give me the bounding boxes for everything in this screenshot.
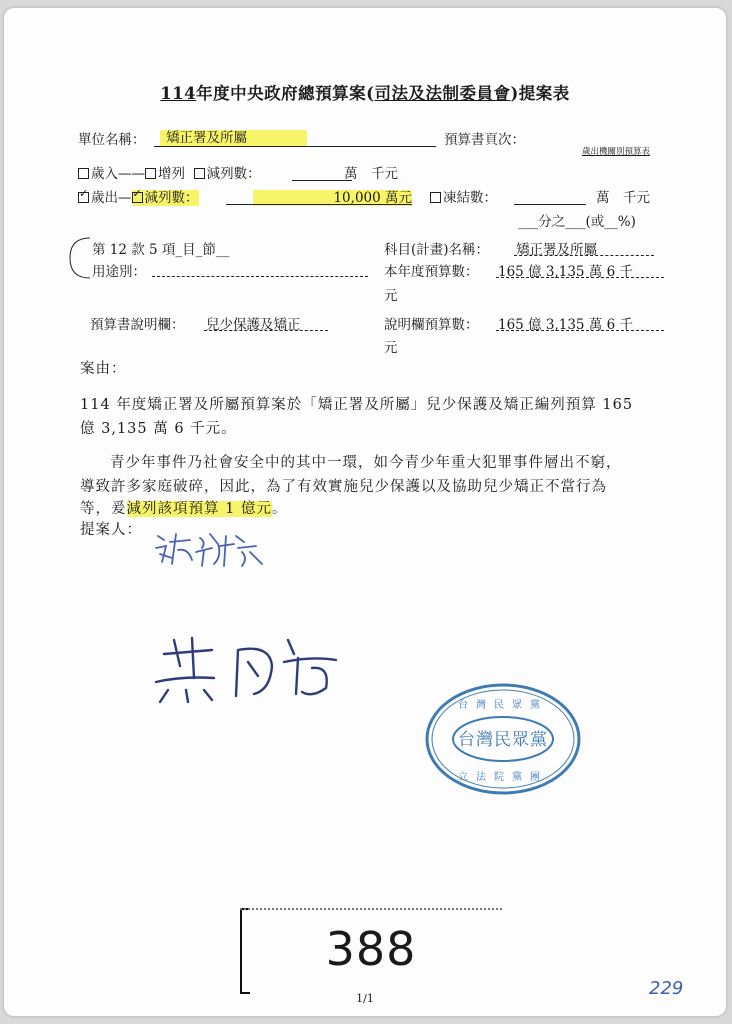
unit-underline — [154, 146, 436, 147]
increase-checkbox[interactable] — [145, 168, 156, 179]
proposer-label: 提案人： — [80, 522, 142, 538]
reason-paragraph-1-line-1: 114 年度矯正署及所屬預算案於「矯正署及所屬」兒少保護及矯正編列預算 165 — [80, 397, 634, 413]
explanation-budget-underline — [496, 330, 664, 331]
page-ref-label: 預算書頁次： — [444, 132, 525, 148]
description-label: 預算書說明欄： — [90, 317, 185, 333]
reason-paragraph-2-line-3: 等，爰減列該項預算 1 億元。 — [80, 501, 288, 517]
freeze-unit: 萬 千元 — [596, 190, 650, 206]
year-budget-label: 本年度預算數： — [384, 264, 479, 280]
svg-text:台灣民眾黨: 台灣民眾黨 — [458, 700, 548, 711]
signature-2 — [152, 632, 348, 710]
revenue-row: 歲入—— 增列 減列數： — [78, 162, 261, 182]
reduce-underline-2 — [226, 204, 412, 205]
section-field: 第 12 款 5 項_目_節__ — [92, 242, 230, 258]
year-budget-underline — [496, 277, 664, 278]
subject-value: 矯正署及所屬 — [516, 242, 597, 258]
freeze-checkbox[interactable] — [430, 192, 441, 203]
expenditure-row: ✓歲出—✓ 減列數： — [78, 186, 199, 206]
stamp-top-border — [240, 908, 502, 912]
page-number: 1/1 — [356, 992, 374, 1005]
bracket-mark — [64, 234, 94, 284]
reason-paragraph-2-line-2: 導致許多家庭破碎，因此，為了有效實施兒少保護以及協助兒少矯正不當行為 — [80, 479, 607, 495]
reason-label: 案由： — [80, 361, 127, 377]
party-seal — [422, 680, 584, 798]
seal-center-text: 台灣民眾黨 — [458, 730, 548, 750]
signature-1 — [152, 528, 268, 570]
highlighted-reduction: 減列該項預算 1 億元 — [126, 501, 272, 517]
reason-paragraph-1-line-2: 億 3,135 萬 6 千元。 — [80, 421, 237, 437]
unit-value: 矯正署及所屬 — [156, 125, 311, 147]
revenue-checkbox[interactable] — [78, 168, 89, 179]
subject-label: 科目(計畫)名稱： — [384, 242, 490, 258]
stamp-bracket-left — [240, 908, 250, 994]
reduce-amount: 10,000 萬元 — [226, 186, 412, 206]
year-budget-unit: 元 — [384, 288, 398, 304]
freeze-field: 凍結數： — [430, 186, 497, 206]
reduce-checkbox-2[interactable] — [132, 192, 143, 203]
page-title: 114年度中央政府總預算案(司法及法制委員會)提案表 — [160, 84, 570, 103]
reason-paragraph-2-line-1: 青少年事件乃社會安全中的其中一環，如今青少年重大犯罪事件層出不窮， — [110, 455, 622, 471]
expenditure-checkbox[interactable] — [78, 192, 89, 203]
budget-table-note: 歲出機關別預算表 — [582, 147, 651, 157]
freeze-underline — [514, 204, 586, 205]
reduce-unit-1: 萬 千元 — [344, 166, 398, 182]
usage-underline — [152, 276, 368, 277]
reduce-underline-1 — [292, 180, 352, 181]
year-budget-value: 165 億 3,135 萬 6 千 — [498, 264, 633, 280]
reduce-checkbox-1[interactable] — [194, 168, 205, 179]
subject-underline — [514, 255, 654, 256]
fraction-field: ___分之___(或__%) — [518, 214, 636, 230]
svg-text:立法院黨團: 立法院黨團 — [458, 772, 548, 783]
explanation-budget-label: 說明欄預算數： — [384, 317, 479, 333]
explanation-budget-unit: 元 — [384, 340, 398, 356]
description-value: 兒少保護及矯正 — [206, 317, 301, 333]
usage-label: 用途別： — [92, 264, 146, 280]
document-page — [4, 8, 726, 1016]
explanation-budget-value: 165 億 3,135 萬 6 千 — [498, 317, 633, 333]
description-underline — [204, 330, 328, 331]
unit-label: 單位名稱： — [78, 132, 146, 148]
stamp-number: 388 — [325, 922, 417, 976]
handwritten-page-number: 229 — [649, 978, 684, 999]
stamp-number-box — [240, 908, 502, 990]
